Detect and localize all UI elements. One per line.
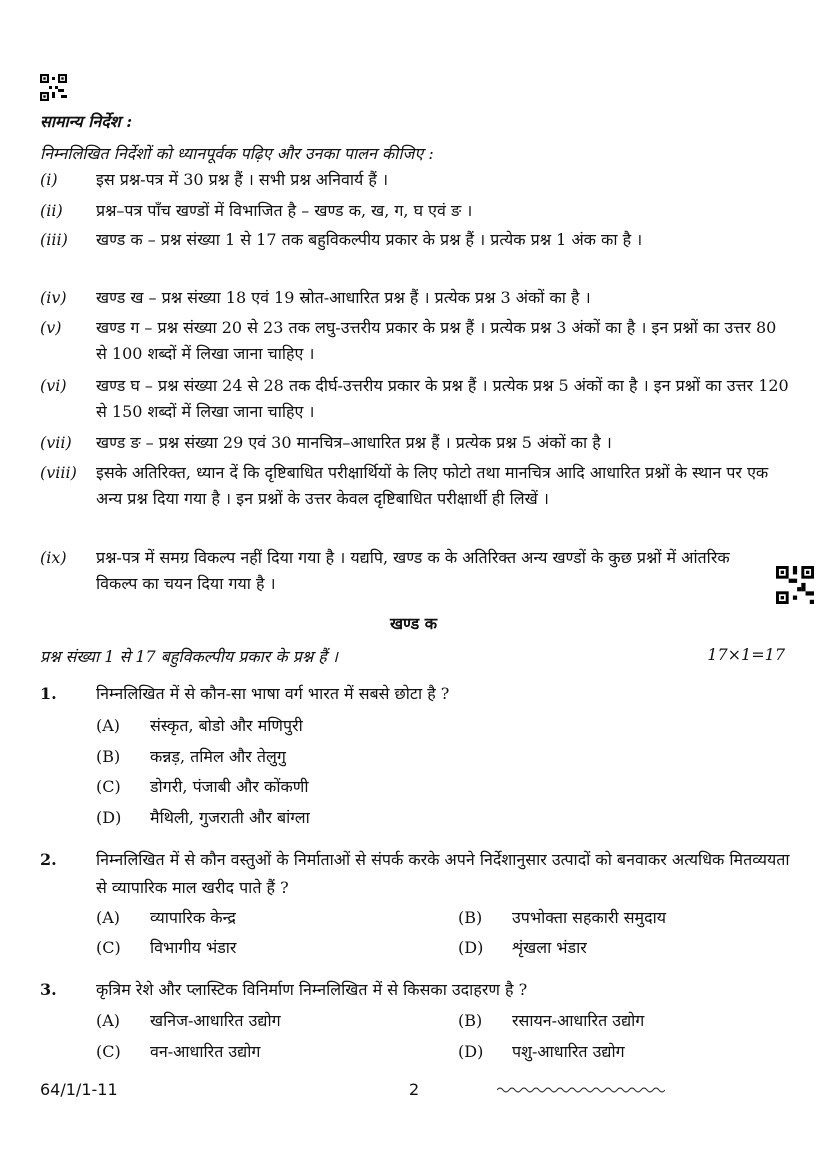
option-label: (B) bbox=[458, 1011, 483, 1030]
question-number: 2. bbox=[40, 850, 57, 869]
option-label: (C) bbox=[96, 938, 121, 957]
general-instructions-heading: सामान्य निर्देश : bbox=[40, 112, 133, 131]
instruction-item bbox=[40, 227, 790, 253]
instruction-number: (viii) bbox=[40, 463, 77, 482]
instruction-number: (vi) bbox=[40, 376, 67, 395]
question-1 bbox=[40, 680, 790, 708]
instruction-number: (ii) bbox=[40, 201, 63, 220]
instruction-text: खण्ड क – प्रश्न संख्या 1 से 17 तक बहुविकल्पीय प्रकार के प्रश्न हैं । प्रत्येक प्रश्न 1 अंक का है । bbox=[96, 230, 643, 249]
option-d bbox=[458, 936, 587, 958]
instruction-text: प्रश्न-पत्र में समग्र विकल्प नहीं दिया गया है । यद्यपि, खण्ड क के अतिरिक्त अन्य खण्डों के कुछ प्रश्नों में आंतरिक विकल्प का चयन दिया गया है । bbox=[96, 548, 730, 593]
instruction-item bbox=[40, 285, 790, 311]
option-text: वन-आधारित उद्योग bbox=[150, 1042, 261, 1061]
option-a bbox=[96, 906, 236, 928]
option-a bbox=[96, 1009, 281, 1031]
instruction-number: (vii) bbox=[40, 433, 72, 452]
instructions-intro: निम्नलिखित निर्देशों को ध्यानपूर्वक पढ़िए और उनका पालन कीजिए : bbox=[40, 144, 434, 163]
instruction-number: (iii) bbox=[40, 230, 68, 249]
question-text: कृत्रिम रेशे और प्लास्टिक विनिर्माण निम्नलिखित में से किसका उदाहरण है ? bbox=[96, 980, 528, 999]
instruction-text: खण्ड ङ – प्रश्न संख्या 29 एवं 30 मानचित्र–आधारित प्रश्न हैं । प्रत्येक प्रश्न 5 अंकों का है । bbox=[96, 433, 612, 452]
instruction-item bbox=[40, 315, 790, 367]
option-text: शृंखला भंडार bbox=[512, 938, 587, 957]
paper-code: 64/1/1-11 bbox=[40, 1080, 118, 1099]
option-b bbox=[458, 906, 666, 928]
option-text: उपभोक्ता सहकारी समुदाय bbox=[512, 908, 666, 927]
section-desc-text: प्रश्न संख्या 1 से 17 बहुविकल्पीय प्रकार के प्रश्न हैं । bbox=[40, 647, 338, 666]
option-text: डोगरी, पंजाबी और कोंकणी bbox=[150, 777, 309, 796]
instruction-text: खण्ड घ – प्रश्न संख्या 24 से 28 तक दीर्घ-उत्तरीय प्रकार के प्रश्न हैं । प्रत्येक प्रश्न 5 अंकों का है । इन प्रश्नों का उत्तर 120 से 150 शब्दों में लिखा जाना चाहिए । bbox=[96, 376, 789, 421]
instruction-text: इसके अतिरिक्त, ध्यान दें कि दृष्टिबाधित परीक्षार्थियों के लिए फोटो तथा मानचित्र आदि आधारित प्रश्नों के स्थान पर एक अन्य प्रश्न दिया गया है । इन प्रश्नों के उत्तर केवल दृष्टिबाधित परीक्षार्थी ही लिखें । bbox=[96, 463, 769, 508]
option-text: व्यापारिक केन्द्र bbox=[150, 908, 236, 927]
section-description bbox=[40, 645, 785, 667]
option-text: मैथिली, गुजराती और बांग्ला bbox=[150, 808, 310, 827]
instruction-item bbox=[40, 430, 790, 456]
question-3 bbox=[40, 976, 790, 1004]
option-label: (B) bbox=[96, 747, 121, 766]
option-text: विभागीय भंडार bbox=[150, 938, 237, 957]
instruction-item bbox=[40, 545, 755, 597]
section-title: खण्ड क bbox=[389, 614, 438, 633]
option-a bbox=[96, 714, 303, 736]
question-2 bbox=[40, 846, 790, 902]
instruction-number: (iv) bbox=[40, 288, 67, 307]
instruction-text: इस प्रश्न-पत्र में 30 प्रश्न हैं । सभी प्रश्न अनिवार्य हैं । bbox=[96, 170, 389, 189]
question-text: निम्नलिखित में से कौन वस्तुओं के निर्माताओं से संपर्क करके अपने निर्देशानुसार उत्पादों को बनवाकर अत्यधिक मितव्ययता से व्यापारिक माल खरीद पाते हैं ? bbox=[96, 850, 790, 897]
option-b bbox=[96, 745, 286, 767]
qr-code-icon bbox=[776, 566, 814, 604]
option-c bbox=[96, 1040, 260, 1062]
option-c bbox=[96, 936, 236, 958]
section-marks: 17×1=17 bbox=[707, 645, 785, 664]
wavy-line-icon bbox=[497, 1085, 665, 1095]
question-text: निम्नलिखित में से कौन-सा भाषा वर्ग भारत में सबसे छोटा है ? bbox=[96, 684, 450, 703]
option-label: (C) bbox=[96, 1042, 121, 1061]
option-text: संस्कृत, बोडो और मणिपुरी bbox=[150, 716, 303, 735]
option-label: (D) bbox=[458, 1042, 484, 1061]
instruction-number: (v) bbox=[40, 318, 62, 337]
option-d bbox=[96, 806, 310, 828]
instruction-item bbox=[40, 198, 790, 224]
instruction-item bbox=[40, 167, 790, 193]
instruction-number: (ix) bbox=[40, 548, 67, 567]
option-label: (D) bbox=[458, 938, 484, 957]
page-number: 2 bbox=[409, 1080, 420, 1099]
qr-code-icon bbox=[40, 74, 67, 101]
option-c bbox=[96, 775, 308, 797]
option-label: (A) bbox=[96, 908, 121, 927]
option-b bbox=[458, 1009, 644, 1031]
instruction-item bbox=[40, 460, 790, 512]
question-number: 3. bbox=[40, 980, 57, 999]
instruction-number: (i) bbox=[40, 170, 58, 189]
option-text: पशु-आधारित उद्योग bbox=[512, 1042, 625, 1061]
instruction-text: प्रश्न–पत्र पाँच खण्डों में विभाजित है – खण्ड क, ख, ग, घ एवं ङ । bbox=[96, 201, 473, 220]
option-label: (D) bbox=[96, 808, 122, 827]
option-label: (A) bbox=[96, 716, 121, 735]
instruction-text: खण्ड ग – प्रश्न संख्या 20 से 23 तक लघु-उत्तरीय प्रकार के प्रश्न हैं । प्रत्येक प्रश्न 3 अंकों का है । इन प्रश्नों का उत्तर 80 से 100 शब्दों में लिखा जाना चाहिए । bbox=[96, 318, 777, 363]
option-text: खनिज-आधारित उद्योग bbox=[150, 1011, 281, 1030]
question-number: 1. bbox=[40, 684, 57, 703]
option-label: (C) bbox=[96, 777, 121, 796]
option-label: (A) bbox=[96, 1011, 121, 1030]
option-text: रसायन-आधारित उद्योग bbox=[512, 1011, 645, 1030]
instruction-text: खण्ड ख – प्रश्न संख्या 18 एवं 19 स्रोत-आधारित प्रश्न हैं । प्रत्येक प्रश्न 3 अंकों का है । bbox=[96, 288, 591, 307]
instruction-item bbox=[40, 373, 790, 425]
option-d bbox=[458, 1040, 625, 1062]
option-label: (B) bbox=[458, 908, 483, 927]
option-text: कन्नड़, तमिल और तेलुगु bbox=[150, 747, 286, 766]
